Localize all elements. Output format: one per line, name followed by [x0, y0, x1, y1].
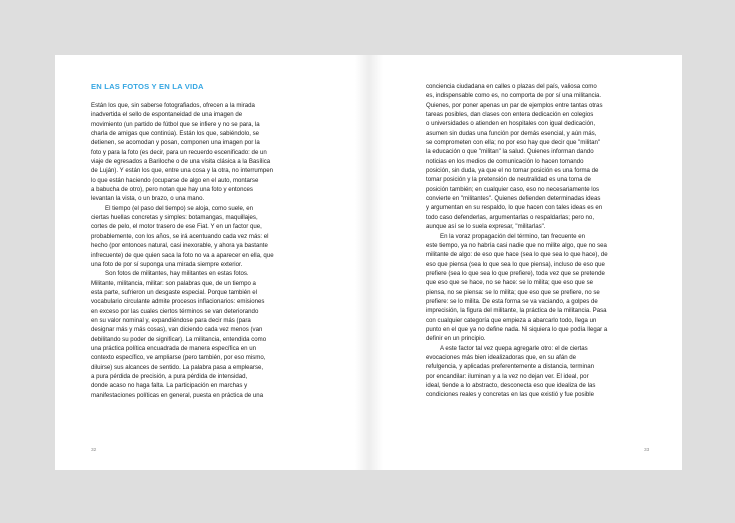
paragraph: Son fotos de militantes, hay militantes en estas fotos. Militante, militancia, militar: son palabras que, de un tiempo a esta parte, sufrieron un desgaste especial. Porque también el vocabulario circulante admite procesos inflacionarios: emisiones en exceso por las cuales ciertos términos se van deteriorando en su valor nominal y, expandiéndose para decir más (para designar más y más cosas), van diciendo cada vez menos (van debilitando su poder de significar). La militancia, entendida como una práctica política encuadrada de manera específica en un contexto específico, ve ampliarse (pero también, por eso mismo, diluirse) sus alcances de sentido. La palabra pasa a emplearse, a pura pérdida de precisión, a pura pérdida de intensidad, donde acaso no haga falta. La participación en marchas y manifestaciones políticas en general, puesta en práctica de una: [91, 270, 267, 399]
right-text-column: [426, 82, 659, 400]
paragraph: En la voraz propagación del término, tan frecuente en este tiempo, ya no habría casi nadie que no milite algo, que no sea militante de algo: de eso que hace (sea lo que sea lo que hace), de eso que piensa (sea lo que sea lo que piensa), incluso de eso que prefiere (sea lo que sea lo que prefiere), toda vez que se pretende que eso que se hace, no se hace: se lo milita; que eso que se piensa, no se piensa: se lo milita; que eso que se prefiere, no se prefiere: se lo milita. De esta forma se va vaciando, a golpes de imprecisión, la figura del militante, la práctica de la militancia. Pasa con cualquier categoría que empieza a abarcarlo todo, llega un punto en el que ya no define nada. Ni siquiera lo que podía llegar a definir en un principio.: [426, 232, 608, 343]
right-page: [369, 55, 682, 470]
left-page: [55, 55, 369, 470]
page-number: 33: [644, 448, 650, 453]
page-number: 32: [91, 448, 97, 453]
paragraph: A este factor tal vez quepa agregarle otro: el de ciertas evocaciones más bien idealizadoras que, en su afán de refulgencia, y aplicadas preferentemente a distancia, terminan por encandilar: iluminan y a la vez no dejan ver. El ideal, por ideal, tiende a lo abstracto, desconecta eso que idealiza de las condiciones reales y concretas en las que existió y fue posible: [426, 344, 596, 399]
paragraph: Están los que, sin saberse fotografiados, ofrecen a la mirada inadvertida el sello de espontaneidad de una imagen de movimiento (un partido de fútbol que se infiere y no se para, la charla de amigas que continúa). Están los que, sabiéndolo, se detienen, se acomodan y posan, componen una imagen por la foto y para la foto (es decir, para un recuerdo escenificado: de un viaje de egresados a Bariloche o de una visita clásica a la Basílica de Luján). Y están los que, entre una cosa y la otra, no interrumpen lo que están haciendo (ocuparse de algo en el auto, montarse a babucha de otro), pero notan que hay una foto y entonces levantan la vista, o un brazo, o una mano.: [91, 102, 274, 203]
left-text-column: [91, 101, 327, 400]
section-heading: EN LAS FOTOS Y EN LA VIDA: [91, 82, 204, 91]
paragraph: El tiempo (el paso del tiempo) se aloja, como suele, en ciertas huellas concretas y simples: botamangas, maquillajes, cortes de pelo, el motor trasero de ese Fiat. Y en un factor que, probablemente, con los años, se irá acentuando cada vez más: el hecho (por entonces natural, casi inexorable, y ahora ya bastante infrecuente) de que quien saca la foto no va a aparecer en ella, que una foto de por sí suponga una mirada siempre exterior.: [91, 204, 274, 268]
paragraph: conciencia ciudadana en calles o plazas del país, valiosa como es, indispensable como es, no comporta de por sí una militancia. Quienes, por poner apenas un par de ejemplos entre tantas otras tareas posibles, dan clases con entera dedicación en colegios o universidades o atienden en hospitales con igual dedicación, asumen sin dudas una función por demás esencial, y aún más, se comprometen con ella; no por eso hay que decir que "militan" la educación o que "militan" la salud. Quienes informan dando noticias en los medios de comunicación lo hacen tomando posición, sin duda, ya que el no tomar posición es una forma de tomar posición y la pretensión de neutralidad es una toma de posición también; en cualquier caso, eso no necesariamente los convierte en "militantes". Quienes defienden determinadas ideas y argumentan en su respaldo, lo que hacen con tales ideas es en todo caso defenderlas, argumentarlas o respaldarlas; pero no, aunque así se lo suela expresar, "militarlas".: [426, 83, 603, 231]
